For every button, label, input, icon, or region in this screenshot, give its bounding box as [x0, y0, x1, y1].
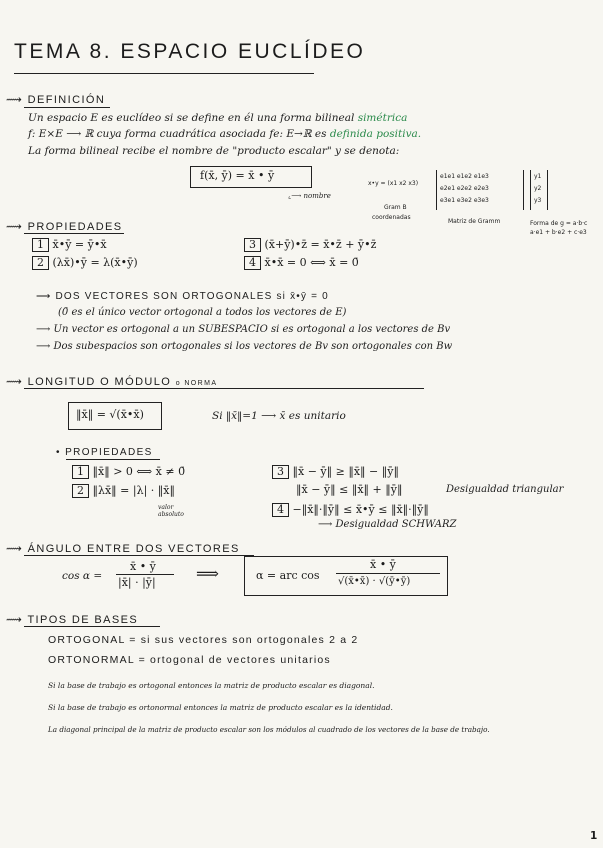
arrow-icon: ⟿ [6, 94, 28, 106]
orthogonal-note: (0̄ es el único vector ortogonal a todos los vectores de E) [58, 307, 347, 318]
alpha-label: α = arc cos [256, 569, 320, 582]
section-heading-tipos: ⟿ TIPOS DE BASES [6, 614, 139, 626]
orthogonal-basis-definition: ORTOGONAL = si sus vectores son ortogonales 2 a 2 [48, 634, 359, 646]
orthogonal-note: ⟶ Dos subespacios son ortogonales si los vectores de Bv son ortogonales con Bw [36, 341, 453, 352]
orthonormal-basis-definition: ORTONORMAL = ortogonal de vectores unitarios [48, 654, 331, 666]
basis-note: La diagonal principal de la matriz de producto escalar son los módulos al cuadrado de los vectores de la base de trabajo. [48, 725, 490, 734]
heading-underline [24, 233, 124, 234]
gram-xy-label: x•y = (x1 x2 x3) [368, 180, 419, 187]
gram-matrix-label: Matriz de Gramm [448, 218, 501, 225]
section-heading-definicion: ⟿ DEFINICIÓN [6, 94, 106, 106]
norm-properties-heading: • PROPIEDADES [56, 447, 153, 458]
norm-property-item: ‖x̄ − ȳ‖ ≤ ‖x̄‖ + ‖ȳ‖ [296, 483, 403, 496]
heading-underline [24, 555, 254, 556]
heading-underline [24, 388, 424, 389]
triangular-inequality-label: Desigualdad triangular [446, 484, 564, 495]
absolute-value-note: valor absoluto [158, 504, 184, 518]
norm-formula: ‖x̄‖ = √(x̄•x̄) [76, 408, 144, 421]
norm-property-item: 4 −‖x̄‖·‖ȳ‖ ≤ x̄•ȳ ≤ ‖x̄‖·‖ȳ‖ [272, 503, 429, 517]
section-heading-angulo: ⟿ ÁNGULO ENTRE DOS VECTORES [6, 543, 240, 555]
basis-note: Si la base de trabajo es ortogonal entonces la matriz de producto escalar es diagonal. [48, 681, 375, 690]
arrow-icon: ⟿ [6, 221, 28, 233]
alpha-denominator: √(x̄•x̄) · √(ȳ•ȳ) [338, 576, 411, 587]
gram-vector-entry: y3 [534, 197, 542, 204]
alpha-numerator: x̄ • ȳ [370, 558, 396, 571]
orthogonal-note: ⟶ DOS VECTORES SON ORTOGONALES si x̄•ȳ = 0 [36, 291, 329, 302]
gram-matrix-row: e2e1 e2e2 e2e3 [440, 185, 489, 192]
orthogonal-note: ⟶ Un vector es ortogonal a un SUBESPACIO si es ortogonal a los vectores de Bv [36, 324, 451, 335]
heading-underline [66, 459, 160, 460]
gram-coord-label: coordenadas [372, 214, 411, 221]
definition-line-1: Un espacio E es euclídeo si se define en él una forma bilineal simétrica [28, 112, 408, 124]
definition-line-2: f: E×E ⟶ ℝ cuya forma cuadrática asociada fe: E→ℝ es definida positiva. [28, 128, 422, 140]
page-title: TEMA 8. ESPACIO EUCLÍDEO [14, 40, 366, 63]
section-heading-propiedades: ⟿ PROPIEDADES [6, 221, 123, 233]
section-heading-longitud: ⟿ LONGITUD O MÓDULO o NORMA [6, 376, 218, 388]
norm-property-item: 2 ‖λx̄‖ = |λ| · ‖x̄‖ [72, 484, 175, 498]
schwarz-inequality-label: ⟶ Desigualdad SCHWARZ [318, 519, 457, 530]
arrow-icon: ⟿ [6, 614, 28, 626]
property-item: 3 (x̄+ȳ)•z̄ = x̄•z̄ + ȳ•z̄ [244, 238, 376, 252]
gram-matrix-row: e1e1 e1e2 e1e3 [440, 173, 489, 180]
definition-line-3: La forma bilineal recibe el nombre de "producto escalar" y se denota: [28, 145, 400, 157]
arrow-icon: ⟿ [6, 376, 28, 388]
basis-note: Si la base de trabajo es ortonormal entonces la matriz de producto escalar es la identidad. [48, 703, 393, 712]
heading-underline [24, 626, 160, 627]
cos-numerator: x̄ • ȳ [130, 560, 156, 573]
norm-property-item: 3 ‖x̄ − ȳ‖ ≥ ‖x̄‖ − ‖ȳ‖ [272, 465, 399, 479]
page-number: 1 [590, 830, 598, 842]
property-item: 2 (λx̄)•ȳ = λ(x̄•ȳ) [32, 256, 138, 270]
gram-note: Forma de g = a·b·c [530, 220, 588, 227]
property-item: 1 x̄•ȳ = ȳ•x̄ [32, 238, 107, 252]
bullet-icon: • [56, 447, 66, 458]
implies-arrow: ⟹ [196, 564, 219, 583]
fraction-bar [116, 574, 174, 575]
fraction-bar [336, 573, 440, 574]
arrow-icon: ⟿ [6, 543, 28, 555]
gram-vector-entry: y2 [534, 185, 542, 192]
property-item: 4 x̄•x̄ = 0 ⟺ x̄ = 0̄ [244, 256, 359, 270]
gram-matrix-row: e3e1 e3e2 e3e3 [440, 197, 489, 204]
scalar-product-formula: f(x̄, ȳ) = x̄ • ȳ [200, 169, 275, 182]
title-underline [14, 73, 314, 74]
unit-vector-note: Si ‖x̄‖=1 ⟶ x̄ es unitario [212, 410, 346, 422]
heading-underline [24, 107, 110, 108]
gram-note-2: a·e1 + b·e2 + c·e3 [530, 229, 587, 236]
cos-denominator: |x̄| · |ȳ| [118, 576, 156, 589]
gram-base-label: Gram B [384, 204, 407, 211]
gram-vector-entry: y1 [534, 173, 542, 180]
cos-label: cos α = [62, 570, 103, 582]
name-annotation: ⌞⟶ nombre [288, 192, 331, 200]
norm-property-item: 1 ‖x̄‖ > 0 ⟺ x̄ ≠ 0̄ [72, 465, 185, 479]
